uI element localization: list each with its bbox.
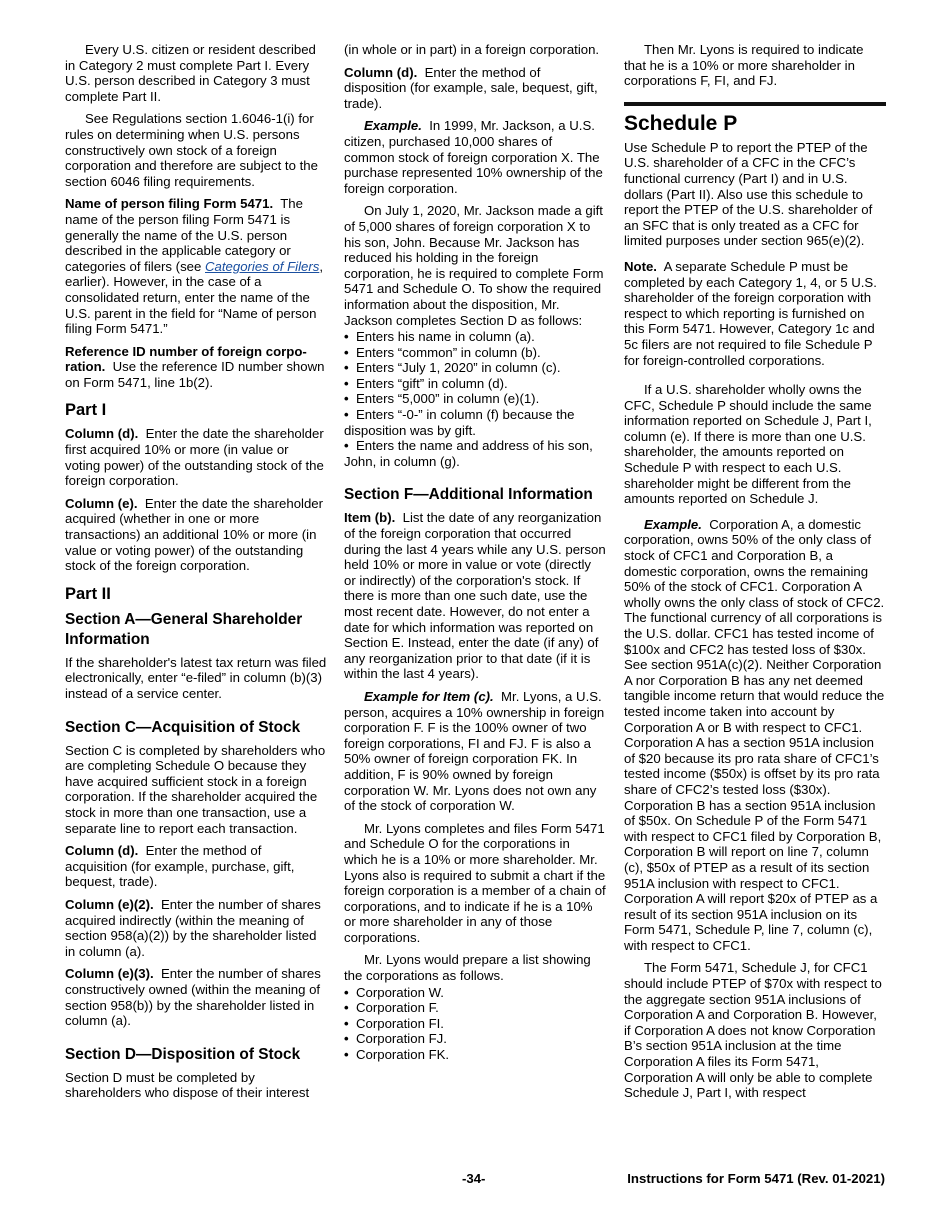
text: Mr. Lyons, a U.S. person, acquires a 10% ownership in foreign corporation F. F is the 100% owner of two foreign corporations, FI and FJ. F is also a 50% owner of foreign corporation FK. In addition, F is 90% owned by foreign corporation W. Mr. Lyons does not own any of the stock of corporation W.: [344, 688, 605, 814]
paragraph: Then Mr. Lyons is required to indicate that he is a 10% or more shareholder in corporations F, FI, and FJ.: [624, 42, 864, 89]
list-item: • Enters his name in column (a).: [344, 329, 535, 345]
list-item-text: Corporation FK.: [356, 1047, 450, 1063]
column-middle: [344, 42, 606, 1063]
text: Enter the method of disposition (for example, sale, bequest, gift, trade).: [344, 64, 598, 111]
paragraph-reference-id: [65, 344, 327, 391]
paragraph: On July 1, 2020, Mr. Jackson made a gift of 5,000 shares of foreign corporation X to his son, John. Because Mr. Jackson has reduced his holding in the foreign corporation, he is required to complete Form 5471 and Schedule O. To show the required information about the disposition, Mr. Jackson completes Section D as follows:: [344, 203, 604, 328]
text: List the date of any reorganization of the foreign corporation that occurred during the last 4 years while any U.S. person held 10% or more in value or vote (directly or indirectly) of the corporation's stock. If there is more than one such date, use the most recent date. However, do not enter a date for which information was reported on Section E. Instead, enter the date (if any) of any reorganization prior to that date (if it is within the last 4 years).: [344, 510, 606, 682]
list-item: • Corporation FK.: [344, 1047, 450, 1063]
heading-part-ii: Part II: [65, 584, 111, 603]
paragraph-example-item-c: [344, 689, 606, 814]
paragraph: Use Schedule P to report the PTEP of the U.S. shareholder of a CFC in the CFC’s functional currency (Part I) and in U.S. dollars (Part II). Also use this schedule to report the PTEP of the U.S. shareholder of an SFC that is only treated as a CFC for limited purposes under section 965(e)(2).: [624, 139, 873, 249]
section-rule: [624, 102, 886, 106]
runin-heading: Column (e)(2).: [65, 896, 154, 912]
list-item-text: Corporation FI.: [356, 1015, 444, 1031]
categories-of-filers-link[interactable]: Categories of Filers: [205, 258, 320, 274]
text: Enter the date the shareholder first acquired 10% or more (in value or voting power) of the outstanding stock of the foreign corporation.: [65, 426, 324, 489]
paragraph-column-e3: [65, 966, 327, 1028]
runin-heading: Example.: [644, 516, 702, 532]
list-item-text: Enters “5,000” in column (e)(1).: [356, 391, 540, 407]
list-item-text: Corporation F.: [356, 1000, 439, 1016]
heading-section-f: Section F—Additional Information: [344, 486, 593, 504]
runin-heading: Item (b).: [344, 510, 396, 526]
bullet-list-corporations: [344, 985, 606, 1063]
paragraph: Every U.S. citizen or resident described in Category 2 must complete Part I. Every U.S. person described in Category 3 must complete Part II.: [65, 42, 316, 104]
text: In 1999, Mr. Jackson, a U.S. citizen, purchased 10,000 shares of common stock of foreign corporation X. The purchase represented 10% ownership of the foreign corporation.: [344, 118, 603, 196]
paragraph-column-e2: [65, 897, 327, 959]
paragraph: See Regulations section 1.6046-1(i) for rules on determining when U.S. persons constructively own stock of a foreign corporation and therefore are subject to the section 6046 filing requirements.: [65, 111, 318, 189]
text: A separate Schedule P must be completed by each Category 1, 4, or 5 U.S. shareholder of the foreign corporation with respect to which reporting is furnished on this Form 5471. However, Category 1c and 5c filers are not required to file Schedule P for foreign-controlled corporations.: [624, 258, 877, 368]
paragraph: (in whole or in part) in a foreign corporation.: [344, 42, 600, 57]
runin-heading: Column (d).: [65, 843, 139, 859]
runin-heading: Column (e)(3).: [65, 966, 154, 982]
list-item: • Corporation FJ.: [344, 1031, 447, 1047]
list-item: • Enters “5,000” in column (e)(1).: [344, 391, 540, 407]
text: The name of the person filing Form 5471 is generally the name of the U.S. person described in the applicable category or categories of filers (see: [65, 196, 303, 274]
text: Corporation A, a domestic corporation, owns 50% of the only class of stock of CFC1 and Corporation B, a domestic corporation, owns the remaining 50% of the stock of CFC1. Corporation A wholly owns the only class of stock of CFC2. The functional currency of all corporations is the U.S. dollar. CFC1 has tested income of $100x and CFC2 has tested loss of $30x. See section 951A(c)(2). Neither Corporation A nor Corporation B has any net deemed tangible income return that would reduce the tested income taken into account by Corporation A or B with respect to CFC1. Corporation A has a section 951A inclusion of $20 because its pro rata share of CFC1’s tested income ($50x) is offset by its pro rata share of CFC2’s tested loss ($30x). Corporation B has a section 951A inclusion of $50x. On Schedule P of the Form 5471 with respect to CFC1 filed by Corporation B, Corporation B will report on line 7, column (c), $50x of PTEP as a result of its section 951A inclusion with respect to CFC1. Corporation A will report $20x of PTEP as a result of its section 951A inclusion on its Form 5471, Schedule P, line 7, column (c), with respect to CFC1.: [624, 516, 885, 953]
list-item-text: Enters his name in column (a).: [356, 329, 535, 345]
list-item: • Enters “July 1, 2020” in column (c).: [344, 360, 561, 376]
list-item-text: Enters “gift” in column (d).: [356, 375, 508, 391]
list-item-text: Enters “common” in column (b).: [356, 344, 541, 360]
list-item-text: Enters “-0-” in column (f) because the disposition was by gift.: [344, 407, 575, 438]
heading-section-c: Section C—Acquisition of Stock: [65, 718, 301, 736]
paragraph-item-b: [344, 510, 606, 682]
page-number: -34-: [462, 1171, 486, 1186]
list-item: • Corporation W.: [344, 984, 444, 1000]
runin-heading: Example.: [364, 118, 422, 134]
paragraph-column-d-disp: [344, 65, 606, 112]
heading-section-d: Section D—Disposition of Stock: [65, 1045, 301, 1063]
paragraph: Section C is completed by shareholders who are completing Schedule O because they have acquired sufficient stock in a foreign corporation. If the shareholder acquired the stock in more than one transaction, use a separate line to report each transaction.: [65, 742, 326, 836]
runin-heading: Note.: [624, 258, 657, 274]
heading-part-i: Part I: [65, 401, 107, 420]
runin-heading: Example for Item (c).: [364, 688, 494, 704]
paragraph-name-of-person: [65, 196, 327, 336]
paragraph: If a U.S. shareholder wholly owns the CFC, Schedule P should include the same information reported on Schedule J, Part I, column (e). If there is more than one U.S. shareholder, the amounts reported on Schedule P with respect to each U.S. shareholder might be different from the amounts reported on Schedule J.: [624, 382, 872, 507]
paragraph: Mr. Lyons completes and files Form 5471 and Schedule O for the corporations in which he is a 10% or more shareholder. Mr. Lyons also is required to submit a chart if the foreign corporation is a member of a chain of corporations, and to indicate if he is a 10% or more shareholder in any of those corporations.: [344, 820, 606, 945]
text: Enter the number of shares acquired indirectly (within the meaning of section 958(a)(2)) by the shareholder listed in column (a).: [65, 896, 321, 959]
list-item-text: Enters “July 1, 2020” in column (c).: [356, 360, 561, 376]
list-item: • Corporation F.: [344, 1000, 439, 1016]
bullet-list-disposition: [344, 329, 606, 469]
column-left: [65, 42, 327, 1108]
heading-section-a: Section A—General Shareholder Information: [65, 610, 303, 648]
paragraph-column-d-acq: [65, 843, 327, 890]
list-item-text: Enters the name and address of his son, John, in column (g).: [344, 438, 593, 469]
paragraph-example: [344, 118, 606, 196]
text: Enter the date the shareholder acquired (whether in one or more transactions) an additional 10% or more (in value or voting power) of the outstanding stock of the foreign corporation.: [65, 495, 324, 574]
runin-heading: Reference ID number of foreign corpo-ration.: [65, 343, 307, 375]
footer-title: Instructions for Form 5471 (Rev. 01-2021): [627, 1171, 885, 1186]
list-item: • Enters the name and address of his son, John, in column (g).: [344, 438, 593, 469]
list-item: • Enters “common” in column (b).: [344, 344, 541, 360]
paragraph: Mr. Lyons would prepare a list showing the corporations as follows.: [344, 952, 591, 984]
paragraph-column-e: [65, 496, 327, 574]
list-item: • Enters “gift” in column (d).: [344, 375, 508, 391]
text: Enter the method of acquisition (for example, purchase, gift, bequest, trade).: [65, 843, 295, 890]
heading-schedule-p: Schedule P: [624, 111, 738, 135]
paragraph: Section D must be completed by shareholders who dispose of their interest: [65, 1069, 310, 1101]
runin-heading: Column (d).: [65, 426, 139, 442]
paragraph-note: [624, 259, 886, 368]
column-right: [624, 42, 886, 1108]
list-item: • Enters “-0-” in column (f) because the disposition was by gift.: [344, 407, 575, 438]
runin-heading: Column (e).: [65, 495, 138, 511]
paragraph-example: [624, 517, 886, 954]
list-item-text: Corporation FJ.: [356, 1031, 447, 1047]
paragraph: The Form 5471, Schedule J, for CFC1 should include PTEP of $70x with respect to the aggregate section 951A inclusions of Corporation A and Corporation B. However, if Corporation A does not know Corporation B’s section 951A inclusion at the time Corporation A files its Form 5471, Corporation A will only be able to complete Schedule J, Part I, with respect: [624, 960, 882, 1101]
list-item-text: Corporation W.: [356, 984, 444, 1000]
text: Enter the number of shares constructively owned (within the meaning of section 958(b)) by the shareholder listed in column (a).: [65, 966, 321, 1029]
paragraph-column-d: [65, 426, 327, 488]
text: , earlier). However, in the case of a consolidated return, enter the name of the U.S. parent in the field for “Name of person filing Form 5471.”: [65, 258, 324, 337]
runin-heading: Name of person filing Form 5471.: [65, 196, 274, 212]
text: Use the reference ID number shown on Form 5471, line 1b(2).: [65, 359, 325, 390]
paragraph: If the shareholder's latest tax return was filed electronically, enter “e-filed” in column (b)(3) instead of a service center.: [65, 654, 327, 701]
list-item: • Corporation FI.: [344, 1015, 444, 1031]
runin-heading: Column (d).: [344, 64, 418, 80]
